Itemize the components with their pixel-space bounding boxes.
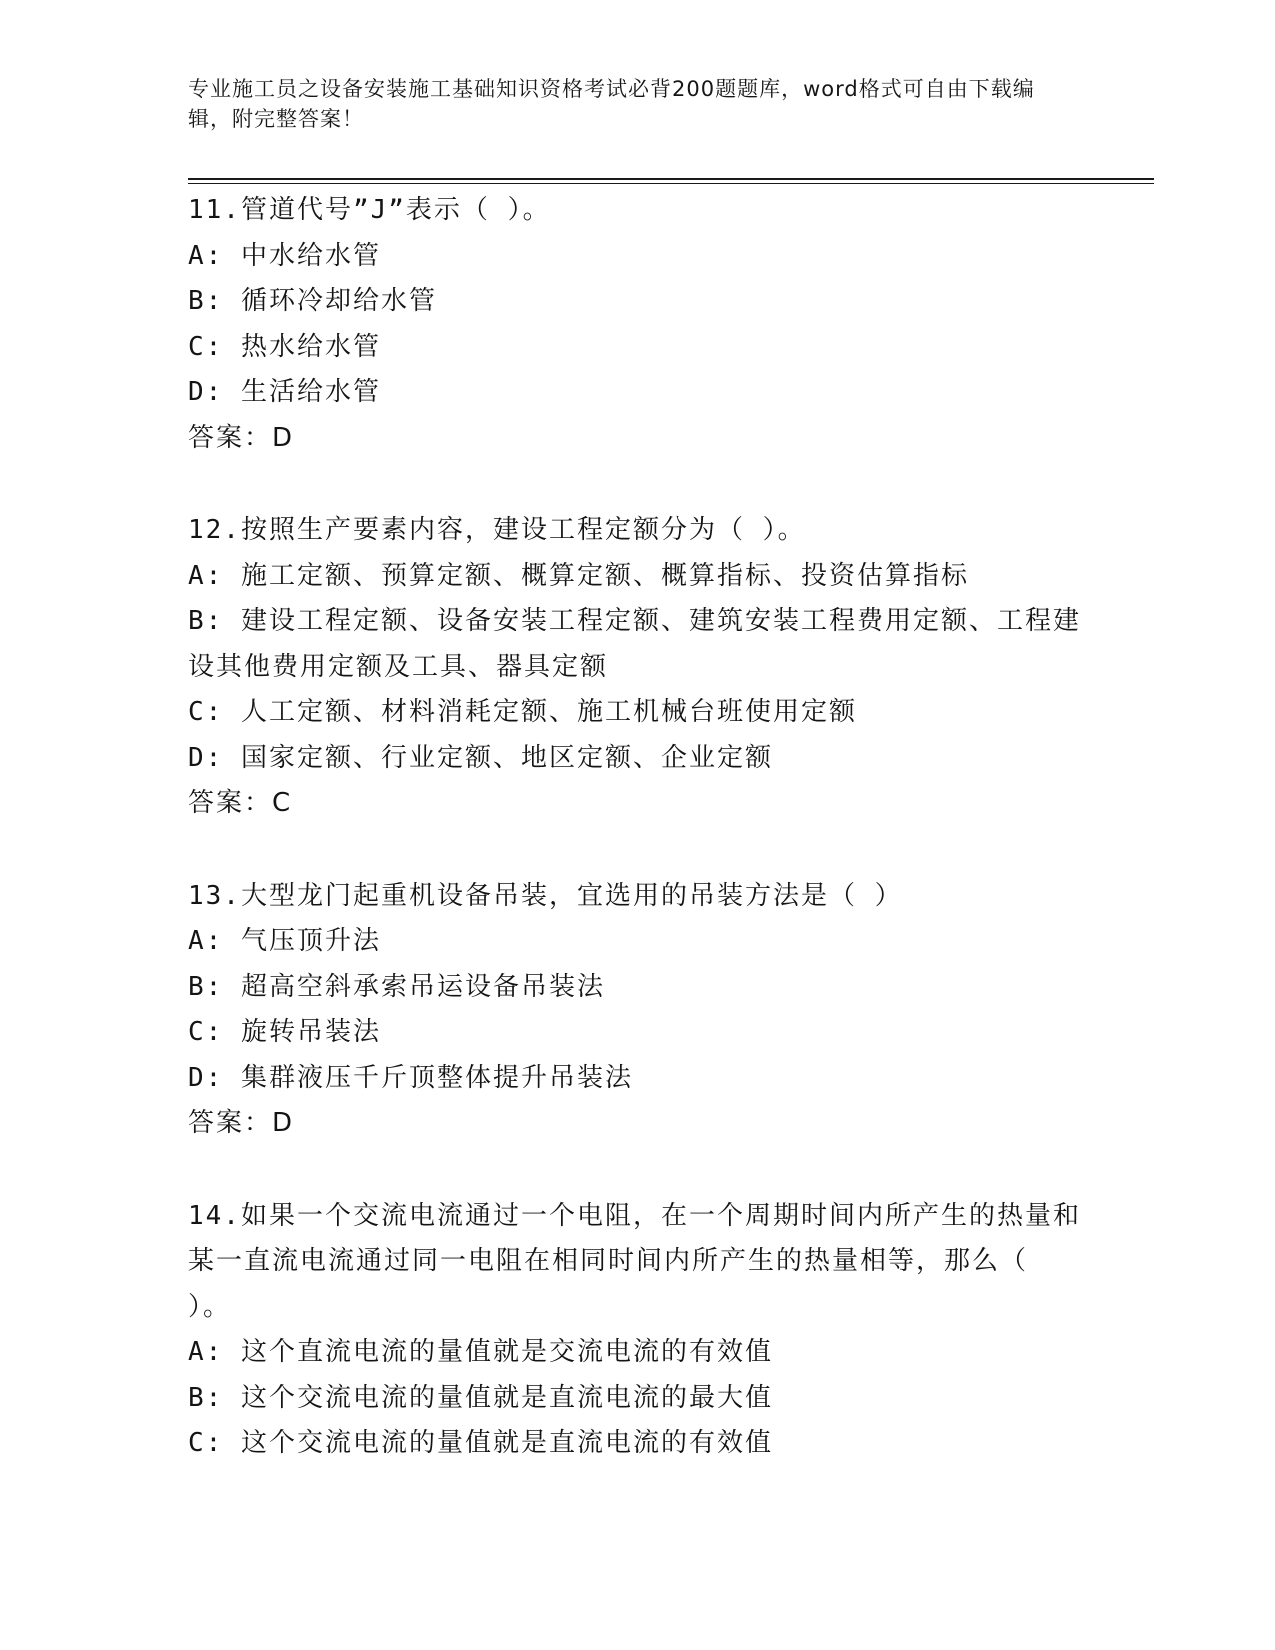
question-stem: 14.如果一个交流电流通过一个电阻，在一个周期时间内所产生的热量和某一直流电流通过同一电阻在相同时间内所产生的热量相等，那么（ ）。 bbox=[188, 1200, 1081, 1322]
option-b: B: 建设工程定额、设备安装工程定额、建筑安装工程费用定额、工程建设其他费用定额及工具、器具定额 bbox=[188, 606, 1081, 682]
option-b: B: 这个交流电流的量值就是直流电流的最大值 bbox=[188, 1382, 773, 1413]
question-13 bbox=[188, 874, 1088, 1147]
question-stem: 12.按照生产要素内容，建设工程定额分为（ ）。 bbox=[188, 515, 806, 545]
header-rule-thick bbox=[188, 178, 1154, 180]
option-c: C: 人工定额、材料消耗定额、施工机械台班使用定额 bbox=[188, 697, 857, 727]
option-c: C: 旋转吊装法 bbox=[188, 1017, 381, 1047]
answer-text: 答案：D bbox=[188, 422, 295, 453]
document-header: 专业施工员之设备安装施工基础知识资格考试必背200题题库，word格式可自由下载编辑，附完整答案！ bbox=[188, 77, 1035, 131]
option-b: B: 超高空斜承索吊运设备吊装法 bbox=[188, 971, 605, 1002]
question-14 bbox=[188, 1194, 1088, 1467]
question-12 bbox=[188, 508, 1088, 827]
option-a: A: 施工定额、预算定额、概算定额、概算指标、投资估算指标 bbox=[188, 560, 969, 591]
header-rule-thin bbox=[188, 183, 1154, 184]
option-d: D: 集群液压千斤顶整体提升吊装法 bbox=[188, 1062, 633, 1093]
option-b: B: 循环冷却给水管 bbox=[188, 286, 437, 316]
question-11 bbox=[188, 188, 1088, 461]
option-d: D: 生活给水管 bbox=[188, 377, 381, 407]
option-a: A: 这个直流电流的量值就是交流电流的有效值 bbox=[188, 1337, 773, 1367]
option-c: C: 热水给水管 bbox=[188, 331, 381, 362]
option-a: A: 中水给水管 bbox=[188, 240, 381, 271]
question-stem: 13.大型龙门起重机设备吊装，宜选用的吊装方法是（ ） bbox=[188, 880, 903, 911]
option-c: C: 这个交流电流的量值就是直流电流的有效值 bbox=[188, 1428, 773, 1458]
answer-text: 答案：C bbox=[188, 788, 293, 818]
option-d: D: 国家定额、行业定额、地区定额、企业定额 bbox=[188, 742, 773, 773]
option-a: A: 气压顶升法 bbox=[188, 926, 381, 956]
question-list bbox=[188, 188, 1088, 1514]
answer-text: 答案：D bbox=[188, 1108, 295, 1138]
question-stem: 11.管道代号”J”表示（ ）。 bbox=[188, 195, 551, 225]
